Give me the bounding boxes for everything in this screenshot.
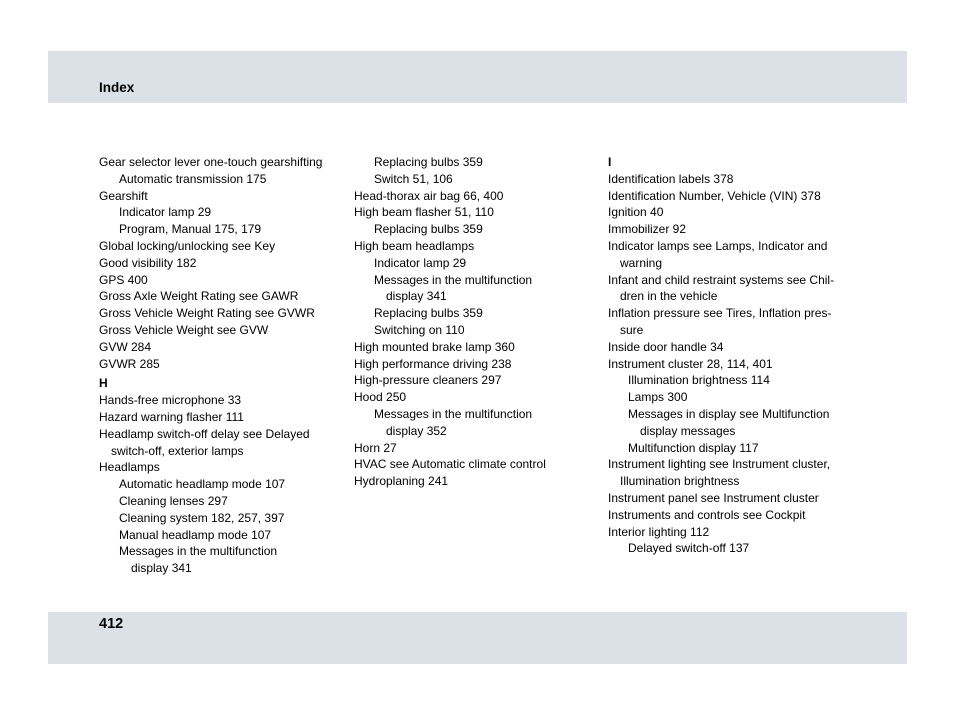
index-entry: Horn 27 (354, 440, 397, 455)
page-title: Index (99, 80, 135, 95)
index-entry: display 341 (131, 561, 192, 576)
index-entry: Global locking/unlocking see Key (99, 238, 276, 253)
index-entry: Illumination brightness (620, 474, 740, 489)
index-column-1 (99, 154, 344, 577)
index-entry: Headlamp switch-off delay see Delayed (99, 426, 310, 441)
index-entry: High performance driving 238 (354, 356, 512, 371)
index-entry: High beam flasher 51, 110 (354, 205, 494, 220)
index-entry: Identification Number, Vehicle (VIN) 378 (608, 188, 821, 203)
index-entry: Illumination brightness 114 (628, 373, 770, 388)
index-entry: display 352 (386, 423, 447, 438)
index-entry: Hydroplaning 241 (354, 474, 449, 489)
index-entry: Automatic headlamp mode 107 (119, 477, 286, 492)
index-entry: Automatic transmission 175 (119, 171, 267, 186)
index-entry: Gearshift (99, 188, 148, 203)
index-entry: Replacing bulbs 359 (374, 155, 483, 169)
index-entry: Ignition 40 (608, 205, 664, 220)
index-entry: Gross Axle Weight Rating see GAWR (99, 289, 299, 304)
index-entry: Replacing bulbs 359 (374, 306, 483, 321)
index-entry: Instruments and controls see Cockpit (608, 507, 806, 522)
index-entry: Messages in the multifunction (374, 272, 533, 287)
index-entry: HVAC see Automatic climate control (354, 457, 546, 472)
footer-band (48, 612, 907, 664)
index-entry: Delayed switch-off 137 (628, 541, 750, 556)
index-entry: High beam headlamps (354, 238, 475, 253)
index-entry: Gross Vehicle Weight Rating see GVWR (99, 306, 315, 321)
index-entry: Interior lighting 112 (608, 524, 710, 539)
index-entry: High mounted brake lamp 360 (354, 339, 515, 354)
index-entry: Indicator lamp 29 (119, 205, 212, 220)
index-entry: Lamps 300 (628, 390, 688, 405)
index-entry: Switch 51, 106 (374, 171, 453, 186)
index-entry: switch-off, exterior lamps (111, 443, 244, 458)
index-entry: Good visibility 182 (99, 255, 197, 270)
index-entry: Messages in display see Multifunction (628, 406, 830, 421)
index-entry: Gross Vehicle Weight see GVW (99, 322, 269, 337)
index-entry: High-pressure cleaners 297 (354, 373, 502, 388)
index-entry: Instrument lighting see Instrument cluster, (608, 457, 831, 472)
index-entry: Instrument panel see Instrument cluster (608, 490, 819, 505)
index-entry: Infant and child restraint systems see Chil- (608, 272, 835, 287)
index-column-3 (608, 154, 858, 557)
section-letter: H (99, 376, 108, 391)
index-entry: sure (620, 322, 644, 337)
index-entry: Headlamps (99, 460, 160, 475)
index-entry: warning (620, 255, 663, 270)
index-entry: display 341 (386, 289, 447, 304)
index-entry: dren in the vehicle (620, 289, 718, 304)
index-entry: display messages (640, 423, 736, 438)
index-entry: Cleaning system 182, 257, 397 (119, 510, 285, 525)
index-entry: Cleaning lenses 297 (119, 493, 228, 508)
index-entry: Program, Manual 175, 179 (119, 222, 262, 237)
index-entry: Instrument cluster 28, 114, 401 (608, 356, 773, 371)
index-entry: Switching on 110 (374, 322, 465, 337)
index-entry: Head-thorax air bag 66, 400 (354, 188, 504, 203)
index-entry: Hands-free microphone 33 (99, 393, 242, 408)
index-entry: Replacing bulbs 359 (374, 222, 483, 237)
index-entry: GVWR 285 (99, 356, 160, 371)
index-entry: Gear selector lever one-touch gearshifting (99, 155, 323, 169)
index-entry: Inflation pressure see Tires, Inflation pres- (608, 306, 832, 321)
index-entry: GPS 400 (99, 272, 148, 287)
header-band (48, 51, 907, 103)
index-entry: GVW 284 (99, 339, 152, 354)
index-entry: Hood 250 (354, 390, 407, 405)
index-entry: Identification labels 378 (608, 171, 734, 186)
index-column-2 (354, 154, 599, 490)
index-entry: Multifunction display 117 (628, 440, 759, 455)
index-entry: Messages in the multifunction (119, 544, 278, 559)
index-entry: Manual headlamp mode 107 (119, 527, 272, 542)
index-entry: Immobilizer 92 (608, 222, 687, 237)
index-entry: Hazard warning flasher 111 (99, 409, 244, 424)
index-entry: Indicator lamps see Lamps, Indicator and (608, 238, 828, 253)
section-letter: I (608, 155, 612, 169)
index-entry: Indicator lamp 29 (374, 255, 467, 270)
index-entry: Inside door handle 34 (608, 339, 724, 354)
page-number: 412 (99, 616, 124, 632)
index-entry: Messages in the multifunction (374, 406, 533, 421)
